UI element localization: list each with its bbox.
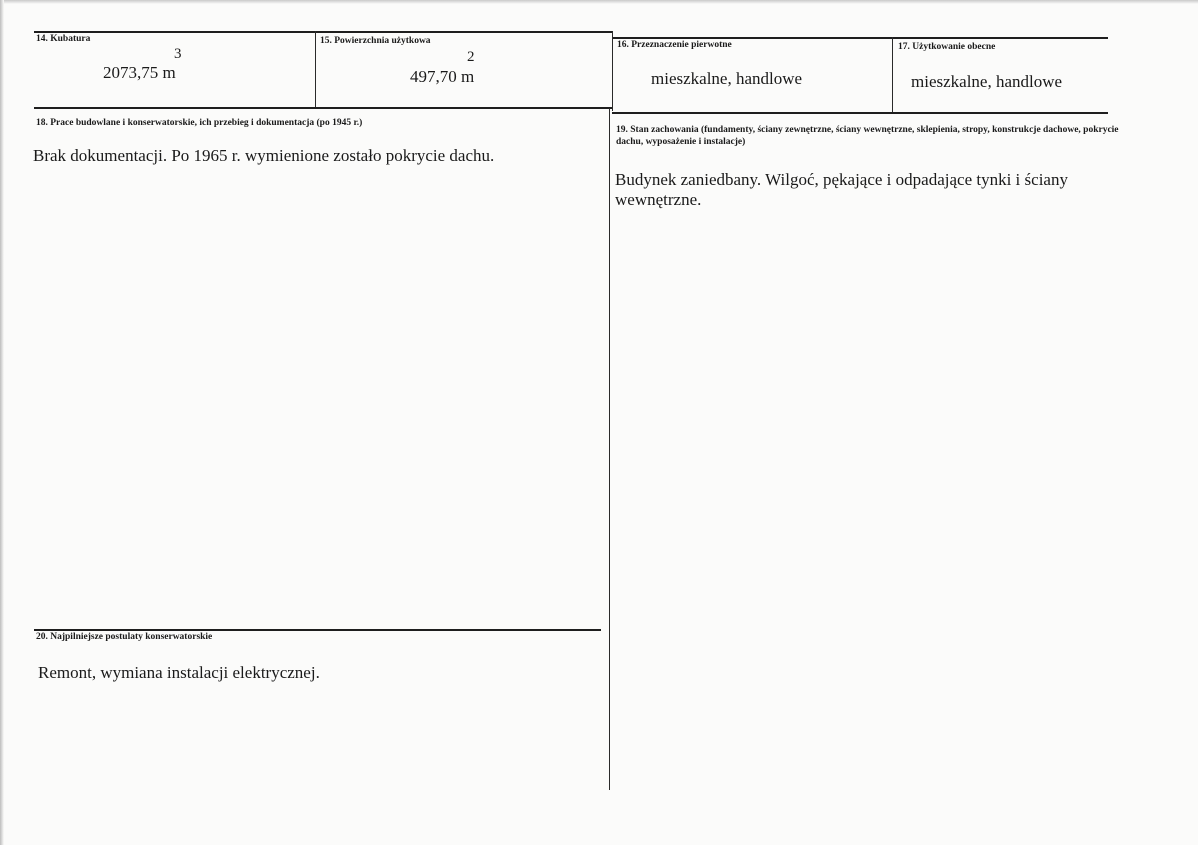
field-16-label: 16. Przeznaczenie pierwotne [617, 40, 732, 50]
divider-15-16 [612, 31, 613, 111]
field-14-value: 2073,75 m [103, 63, 176, 82]
field-18-label: 18. Prace budowlane i konserwatorskie, ich przebieg i dokumentacja (po 1945 r.) [36, 118, 363, 128]
divider-16-17 [892, 37, 893, 113]
page-edge-top [0, 0, 1198, 4]
field-17-value: mieszkalne, handlowe [911, 72, 1063, 91]
field-19-label: 19. Stan zachowania (fundamenty, ściany zewnętrzne, ściany wewnętrzne, sklepienia, stropy, konstrukcje dachowe, pokrycie dachu, wyposażenie i instalacje) [616, 125, 1119, 147]
divider-main [609, 108, 610, 790]
field-20-label: 20. Najpilniejsze postulaty konserwatorskie [36, 632, 213, 642]
field-17-label: 17. Użytkowanie obecne [898, 42, 996, 52]
field-14-label: 14. Kubatura [36, 34, 91, 44]
divider-14-15 [315, 31, 316, 108]
field-19-value: Budynek zaniedbany. Wilgoć, pękające i odpadające tynki i ściany wewnętrzne. [615, 170, 1068, 209]
rule-middle-right [612, 112, 1108, 114]
field-15-label: 15. Powierzchnia użytkowa [320, 36, 431, 46]
field-16-value: mieszkalne, handlowe [651, 69, 803, 88]
field-20-value: Remont, wymiana instalacji elektrycznej. [38, 663, 320, 682]
rule-top-left [34, 31, 612, 33]
field-15-value: 497,70 m [410, 67, 475, 86]
field-14-unit-exponent: 3 [174, 46, 182, 62]
rule-middle-left [34, 107, 612, 109]
field-18-value: Brak dokumentacji. Po 1965 r. wymienione zostało pokrycie dachu. [33, 146, 495, 165]
field-15-unit-exponent: 2 [467, 49, 475, 65]
page-edge-left [0, 0, 4, 845]
